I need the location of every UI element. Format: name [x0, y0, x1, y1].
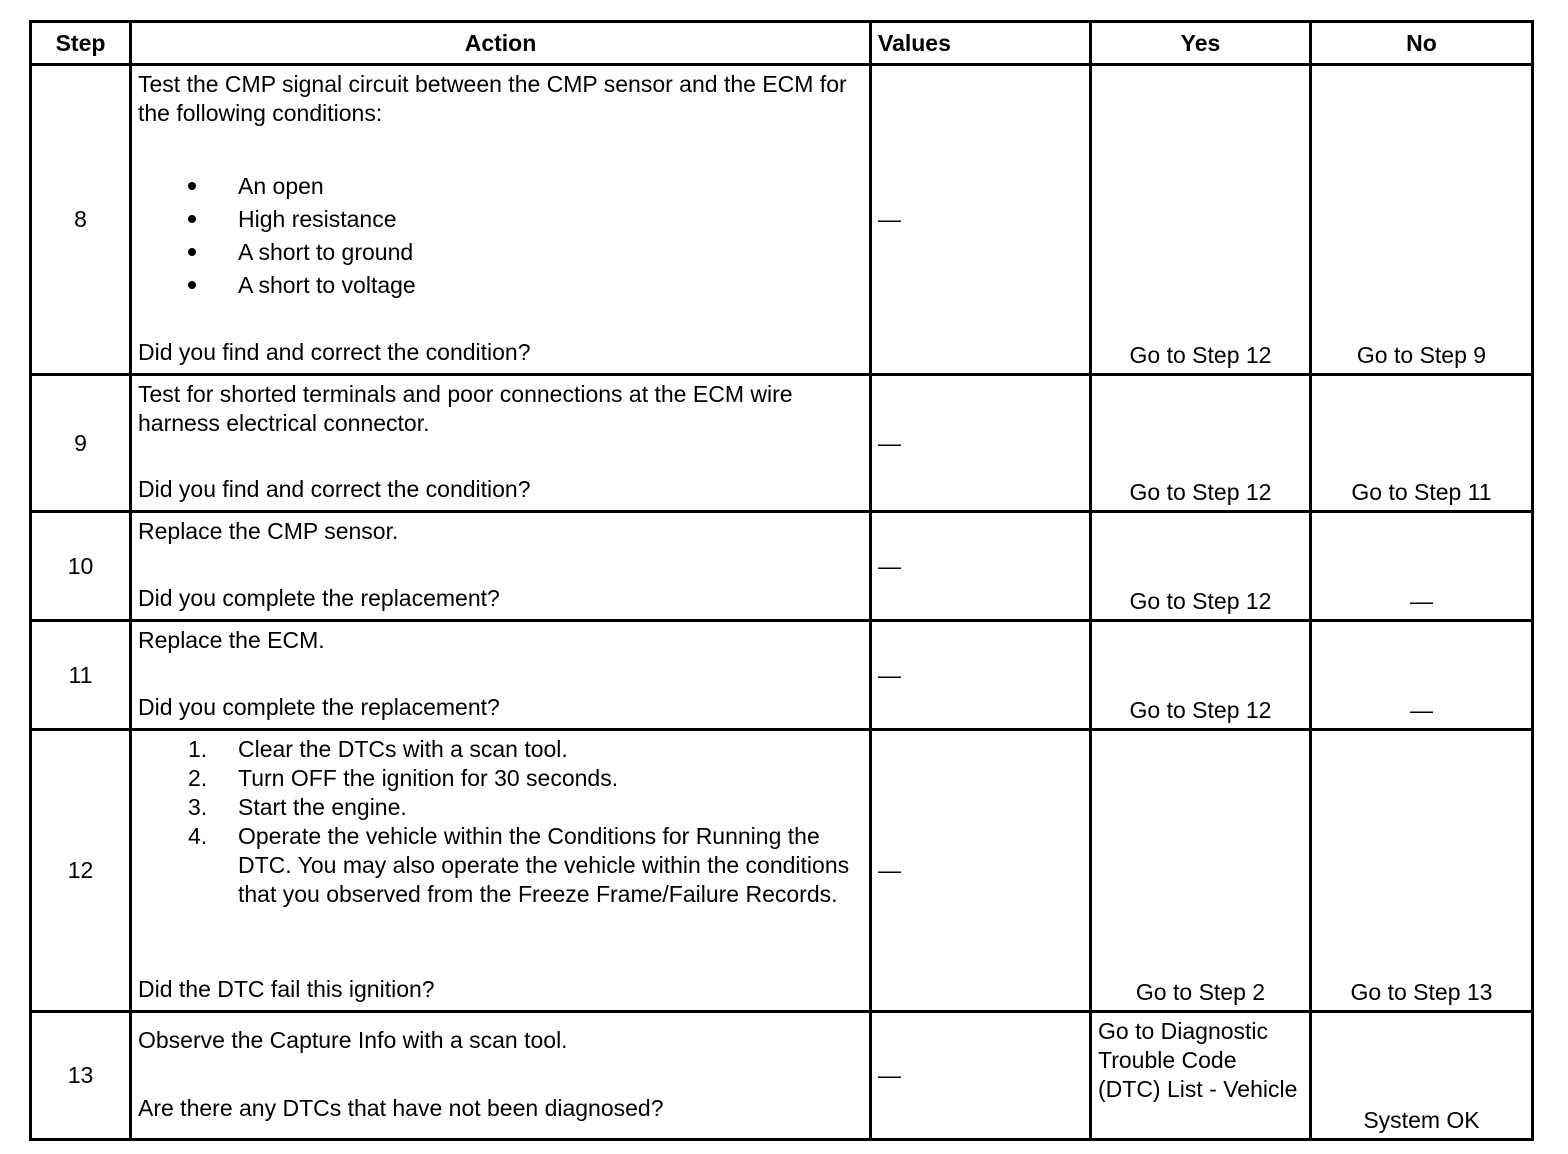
- yes-cell: Go to Step 12: [1091, 512, 1311, 621]
- list-item: A short to ground: [138, 236, 863, 269]
- action-text: Test for shorted terminals and poor connections at the ECM wire harness electrical connector.: [138, 381, 793, 436]
- action-cell: [131, 375, 871, 512]
- action-question: Did you complete the replacement?: [138, 585, 500, 611]
- values-cell: —: [871, 621, 1091, 730]
- step-number: 11: [31, 621, 131, 730]
- no-cell: —: [1311, 512, 1533, 621]
- header-step: Step: [31, 22, 131, 65]
- header-yes: Yes: [1091, 22, 1311, 65]
- no-cell: —: [1311, 621, 1533, 730]
- list-item: High resistance: [138, 203, 863, 236]
- condition-list: [138, 170, 863, 302]
- bullet-icon: [188, 281, 196, 289]
- action-question: Did you complete the replacement?: [138, 694, 500, 720]
- values-cell: —: [871, 512, 1091, 621]
- list-item: 1. Clear the DTCs with a scan tool.: [188, 736, 568, 762]
- action-question: Are there any DTCs that have not been diagnosed?: [138, 1095, 664, 1121]
- no-cell: System OK: [1311, 1012, 1533, 1140]
- no-cell: Go to Step 9: [1311, 65, 1533, 375]
- header-row: [31, 22, 1533, 65]
- action-cell: [131, 1012, 871, 1140]
- list-item: A short to voltage: [138, 269, 863, 302]
- diagnostic-table: [29, 20, 1534, 1141]
- table-row: [31, 1012, 1533, 1140]
- yes-cell: Go to Step 12: [1091, 621, 1311, 730]
- action-question: Did you find and correct the condition?: [138, 339, 531, 365]
- step-number: 9: [31, 375, 131, 512]
- no-cell: Go to Step 11: [1311, 375, 1533, 512]
- step-number: 13: [31, 1012, 131, 1140]
- header-no: No: [1311, 22, 1533, 65]
- action-text: Replace the CMP sensor.: [138, 518, 399, 544]
- no-cell: Go to Step 13: [1311, 730, 1533, 1012]
- table-row: [31, 730, 1533, 1012]
- table-row: [31, 65, 1533, 375]
- yes-cell: Go to Step 12: [1091, 375, 1311, 512]
- action-question: Did you find and correct the condition?: [138, 476, 531, 502]
- list-item: 3. Start the engine.: [188, 794, 407, 820]
- procedure-list: [138, 735, 863, 909]
- yes-cell: Go to Step 2: [1091, 730, 1311, 1012]
- list-item: 2. Turn OFF the ignition for 30 seconds.: [188, 765, 619, 791]
- header-values: Values: [871, 22, 1091, 65]
- action-question: Did the DTC fail this ignition?: [138, 976, 435, 1002]
- list-item: 4. Operate the vehicle within the Conditions for Running the DTC. You may also operate the vehicle within the conditions that you observed from the Freeze Frame/Failure Records.: [188, 823, 850, 907]
- action-text: Replace the ECM.: [138, 627, 325, 653]
- values-cell: —: [871, 1012, 1091, 1140]
- action-cell: [131, 621, 871, 730]
- action-text: Test the CMP signal circuit between the CMP sensor and the ECM for the following conditions:: [138, 71, 847, 126]
- action-cell: [131, 65, 871, 375]
- values-cell: —: [871, 65, 1091, 375]
- values-cell: —: [871, 375, 1091, 512]
- table-row: [31, 621, 1533, 730]
- yes-cell: Go to Diagnostic Trouble Code (DTC) List - Vehicle: [1091, 1012, 1311, 1140]
- step-number: 8: [31, 65, 131, 375]
- step-number: 10: [31, 512, 131, 621]
- header-action: Action: [131, 22, 871, 65]
- bullet-icon: [188, 248, 196, 256]
- step-number: 12: [31, 730, 131, 1012]
- bullet-icon: [188, 215, 196, 223]
- bullet-icon: [188, 182, 196, 190]
- values-cell: —: [871, 730, 1091, 1012]
- table-row: [31, 375, 1533, 512]
- action-cell: [131, 512, 871, 621]
- action-text: Observe the Capture Info with a scan tool.: [138, 1027, 568, 1053]
- table-row: [31, 512, 1533, 621]
- yes-cell: Go to Step 12: [1091, 65, 1311, 375]
- list-item: An open: [138, 170, 863, 203]
- action-cell: [131, 730, 871, 1012]
